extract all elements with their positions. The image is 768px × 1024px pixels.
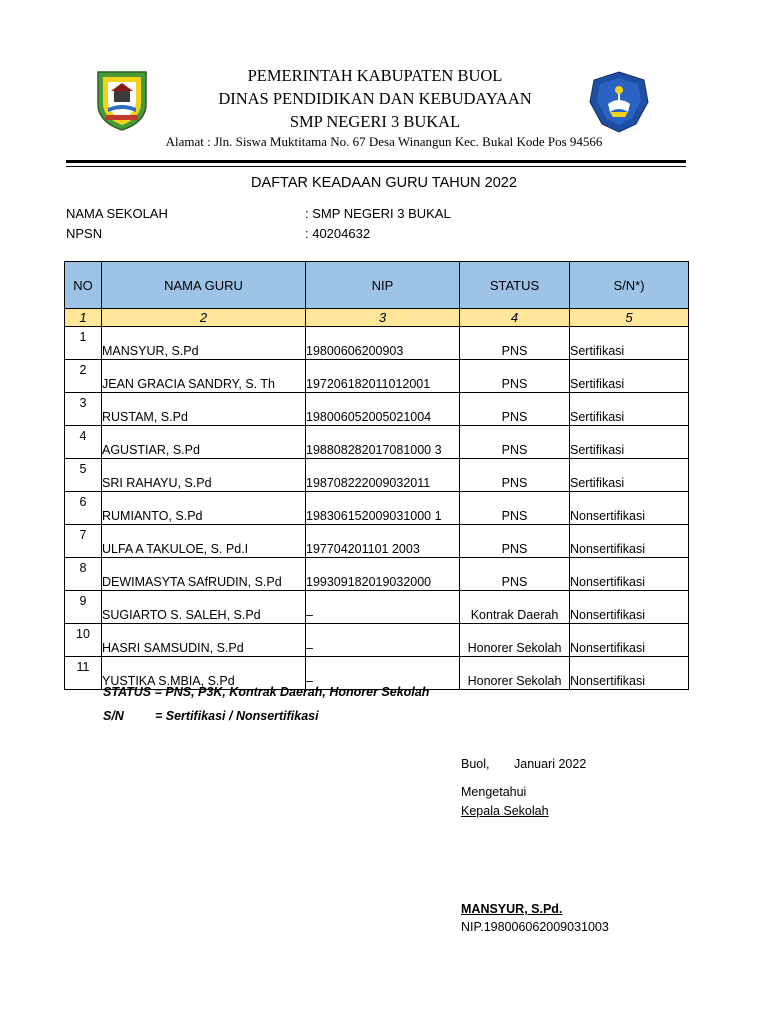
cell-status: PNS: [460, 492, 570, 525]
table-row: [65, 624, 689, 657]
cell-nip: 198708222009032011: [306, 459, 460, 492]
cell-nip: 19800606200903: [306, 327, 460, 360]
table-row: [65, 426, 689, 459]
school-address: Alamat : Jln. Siswa Muktitama No. 67 Desa Winangun Kec. Bukal Kode Pos 94566: [165, 134, 603, 149]
cell-certification: Sertifikasi: [570, 360, 689, 393]
cell-certification: Sertifikasi: [570, 426, 689, 459]
cell-certification: Sertifikasi: [570, 459, 689, 492]
signature-date: Januari 2022: [514, 757, 587, 771]
table-row: [65, 558, 689, 591]
cell-no: 5: [65, 459, 102, 492]
header-status: STATUS: [460, 262, 570, 309]
cell-teacher-name: RUMIANTO, S.Pd: [102, 492, 306, 525]
cell-certification: Nonsertifikasi: [570, 492, 689, 525]
acknowledged-label: Mengetahui: [461, 785, 527, 799]
cell-status: PNS: [460, 327, 570, 360]
table-row: [65, 459, 689, 492]
signature-place: Buol,: [461, 757, 490, 771]
cell-nip: 199309182019032000: [306, 558, 460, 591]
cell-certification: Nonsertifikasi: [570, 657, 689, 690]
column-number: 3: [306, 309, 460, 327]
school-name-heading: SMP NEGERI 3 BUKAL: [289, 112, 461, 131]
sn-legend-key: S/N: [103, 709, 124, 723]
cell-certification: Nonsertifikasi: [570, 624, 689, 657]
department-name: DINAS PENDIDIKAN DAN KEBUDAYAAN: [218, 89, 532, 108]
cell-teacher-name: DEWIMASYTA SAfRUDIN, S.Pd: [102, 558, 306, 591]
table-row: [65, 393, 689, 426]
cell-certification: Nonsertifikasi: [570, 525, 689, 558]
cell-status: PNS: [460, 525, 570, 558]
headmaster-position: Kepala Sekolah: [461, 804, 549, 818]
column-number: 5: [570, 309, 689, 327]
cell-teacher-name: HASRI SAMSUDIN, S.Pd: [102, 624, 306, 657]
cell-no: 6: [65, 492, 102, 525]
table-row: [65, 591, 689, 624]
sn-legend-value: = Sertifikasi / Nonsertifikasi: [155, 709, 319, 723]
cell-no: 7: [65, 525, 102, 558]
column-number-row: [65, 309, 689, 327]
header-sn: S/N*): [570, 262, 689, 309]
teacher-table: [64, 261, 689, 690]
cell-status: PNS: [460, 459, 570, 492]
cell-nip: 197704201101 2003: [306, 525, 460, 558]
cell-teacher-name: ULFA A TAKULOE, S. Pd.I: [102, 525, 306, 558]
cell-teacher-name: JEAN GRACIA SANDRY, S. Th: [102, 360, 306, 393]
cell-nip: 197206182011012001: [306, 360, 460, 393]
table-row: [65, 360, 689, 393]
cell-nip: –: [306, 591, 460, 624]
government-name: PEMERINTAH KABUPATEN BUOL: [247, 66, 503, 85]
cell-nip: 198006052005021004: [306, 393, 460, 426]
header-no: NO: [65, 262, 102, 309]
cell-teacher-name: RUSTAM, S.Pd: [102, 393, 306, 426]
headmaster-nip: NIP.198006062009031003: [461, 920, 609, 934]
cell-certification: Sertifikasi: [570, 327, 689, 360]
cell-nip: 198808282017081000 3: [306, 426, 460, 459]
npsn-label: NPSN: [66, 226, 103, 241]
cell-teacher-name: YUSTIKA S.MBIA, S.Pd: [102, 657, 306, 690]
npsn-value: : 40204632: [305, 226, 371, 241]
cell-status: Honorer Sekolah: [460, 624, 570, 657]
header-nip: NIP: [306, 262, 460, 309]
cell-no: 9: [65, 591, 102, 624]
column-number: 1: [65, 309, 102, 327]
header-name: NAMA GURU: [102, 262, 306, 309]
headmaster-name: MANSYUR, S.Pd.: [461, 902, 563, 916]
table-header-row: [65, 262, 689, 309]
cell-no: 1: [65, 327, 102, 360]
cell-status: PNS: [460, 426, 570, 459]
school-label: NAMA SEKOLAH: [66, 206, 168, 221]
cell-status: PNS: [460, 558, 570, 591]
status-legend: STATUS = PNS, P3K, Kontrak Daerah, Honorer Sekolah: [103, 685, 430, 699]
school-value: : SMP NEGERI 3 BUKAL: [305, 206, 451, 221]
cell-no: 10: [65, 624, 102, 657]
cell-certification: Nonsertifikasi: [570, 558, 689, 591]
table-row: [65, 492, 689, 525]
header-divider-thin: [66, 166, 686, 167]
cell-certification: Sertifikasi: [570, 393, 689, 426]
table-row: [65, 327, 689, 360]
cell-nip: –: [306, 624, 460, 657]
cell-certification: Nonsertifikasi: [570, 591, 689, 624]
document-title: DAFTAR KEADAAN GURU TAHUN 2022: [251, 175, 517, 191]
header-divider-thick: [66, 160, 686, 163]
cell-no: 2: [65, 360, 102, 393]
cell-status: Honorer Sekolah: [460, 657, 570, 690]
table-row: [65, 525, 689, 558]
cell-no: 4: [65, 426, 102, 459]
column-number: 2: [102, 309, 306, 327]
cell-status: Kontrak Daerah: [460, 591, 570, 624]
cell-no: 8: [65, 558, 102, 591]
cell-teacher-name: MANSYUR, S.Pd: [102, 327, 306, 360]
cell-teacher-name: AGUSTIAR, S.Pd: [102, 426, 306, 459]
cell-nip: –: [306, 657, 460, 690]
cell-status: PNS: [460, 393, 570, 426]
cell-teacher-name: SRI RAHAYU, S.Pd: [102, 459, 306, 492]
cell-nip: 198306152009031000 1: [306, 492, 460, 525]
cell-no: 3: [65, 393, 102, 426]
cell-teacher-name: SUGIARTO S. SALEH, S.Pd: [102, 591, 306, 624]
cell-status: PNS: [460, 360, 570, 393]
cell-no: 11: [65, 657, 102, 690]
column-number: 4: [460, 309, 570, 327]
